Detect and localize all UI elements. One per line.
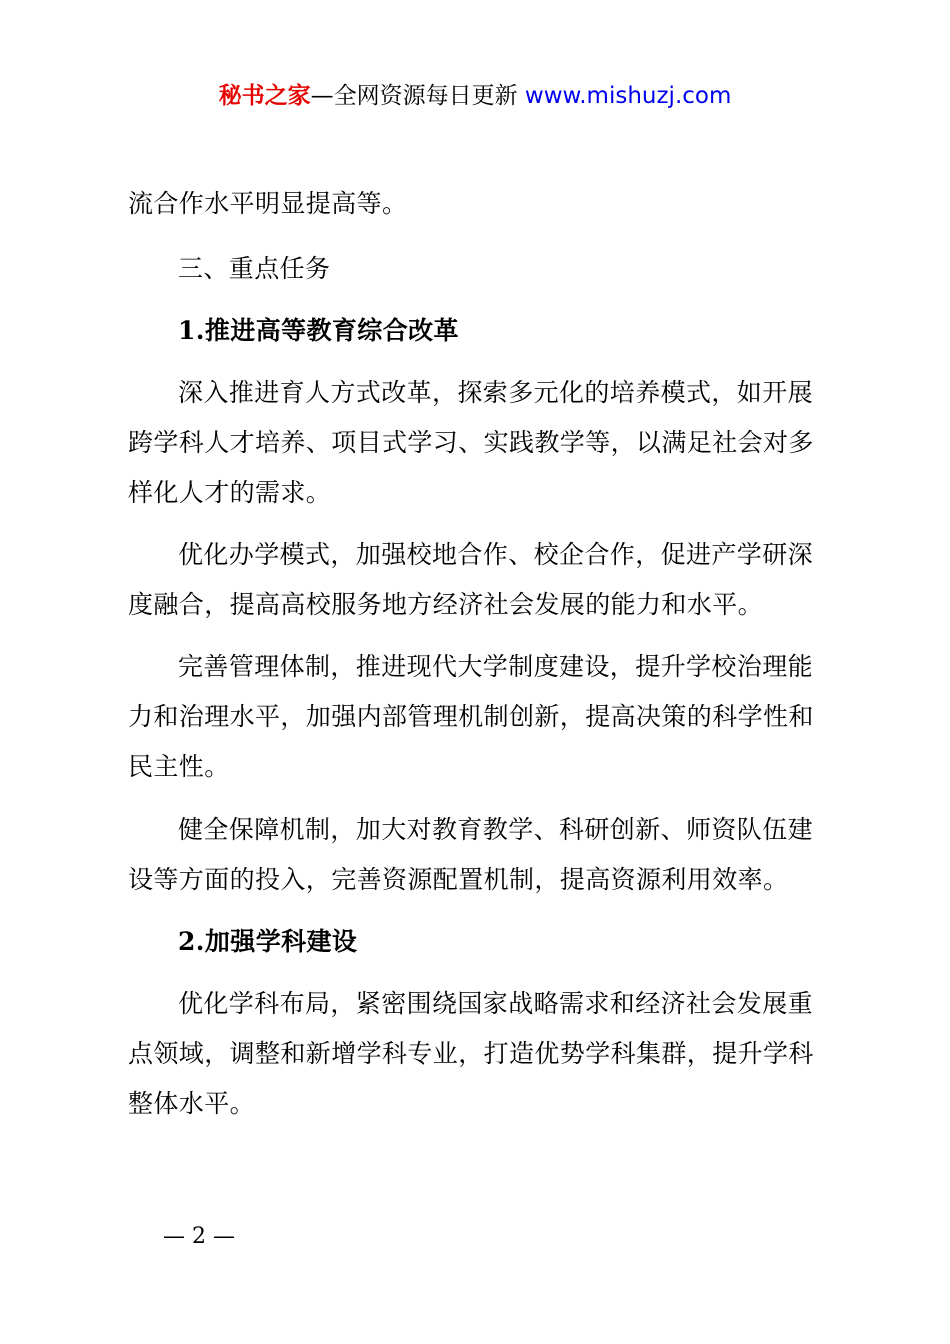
subheading-text: 加强学科建设 <box>204 927 358 956</box>
paragraph-line: 度融合，提高高校服务地方经济社会发展的能力和水平。 <box>128 590 764 619</box>
subheading-2 <box>178 925 357 959</box>
brand-name: 秘书之家 <box>218 83 311 109</box>
site-url-link[interactable]: www.mishuzj.com <box>524 83 732 109</box>
subheading-1 <box>178 314 459 348</box>
page-number: — 2 — <box>163 1224 235 1249</box>
header-tagline: —全网资源每日更新 <box>310 83 518 109</box>
site-header <box>0 79 950 113</box>
paragraph-line: 整体水平。 <box>128 1089 256 1118</box>
paragraph-line: 优化学科布局，紧密围绕国家战略需求和经济社会发展重 <box>178 989 814 1018</box>
subheading-text: 推进高等教育综合改革 <box>204 316 459 345</box>
subheading-number: 2. <box>178 927 205 956</box>
paragraph-line: 优化办学模式，加强校地合作、校企合作，促进产学研深 <box>178 540 814 569</box>
paragraph-line: 民主性。 <box>128 752 230 781</box>
paragraph-line: 设等方面的投入，完善资源配置机制，提高资源利用效率。 <box>128 865 789 894</box>
paragraph-line: 跨学科人才培养、项目式学习、实践教学等，以满足社会对多 <box>128 428 814 457</box>
subheading-number: 1. <box>178 316 205 345</box>
paragraph-line: 流合作水平明显提高等。 <box>128 189 408 218</box>
paragraph-line: 点领域，调整和新增学科专业，打造优势学科集群，提升学科 <box>128 1039 814 1068</box>
section-heading: 三、重点任务 <box>178 254 331 283</box>
paragraph-line: 样化人才的需求。 <box>128 478 332 507</box>
paragraph-line: 深入推进育人方式改革，探索多元化的培养模式，如开展 <box>178 378 814 407</box>
paragraph-line: 力和治理水平，加强内部管理机制创新，提高决策的科学性和 <box>128 702 814 731</box>
paragraph-line: 健全保障机制，加大对教育教学、科研创新、师资队伍建 <box>178 815 814 844</box>
paragraph-line: 完善管理体制，推进现代大学制度建设，提升学校治理能 <box>178 652 814 681</box>
